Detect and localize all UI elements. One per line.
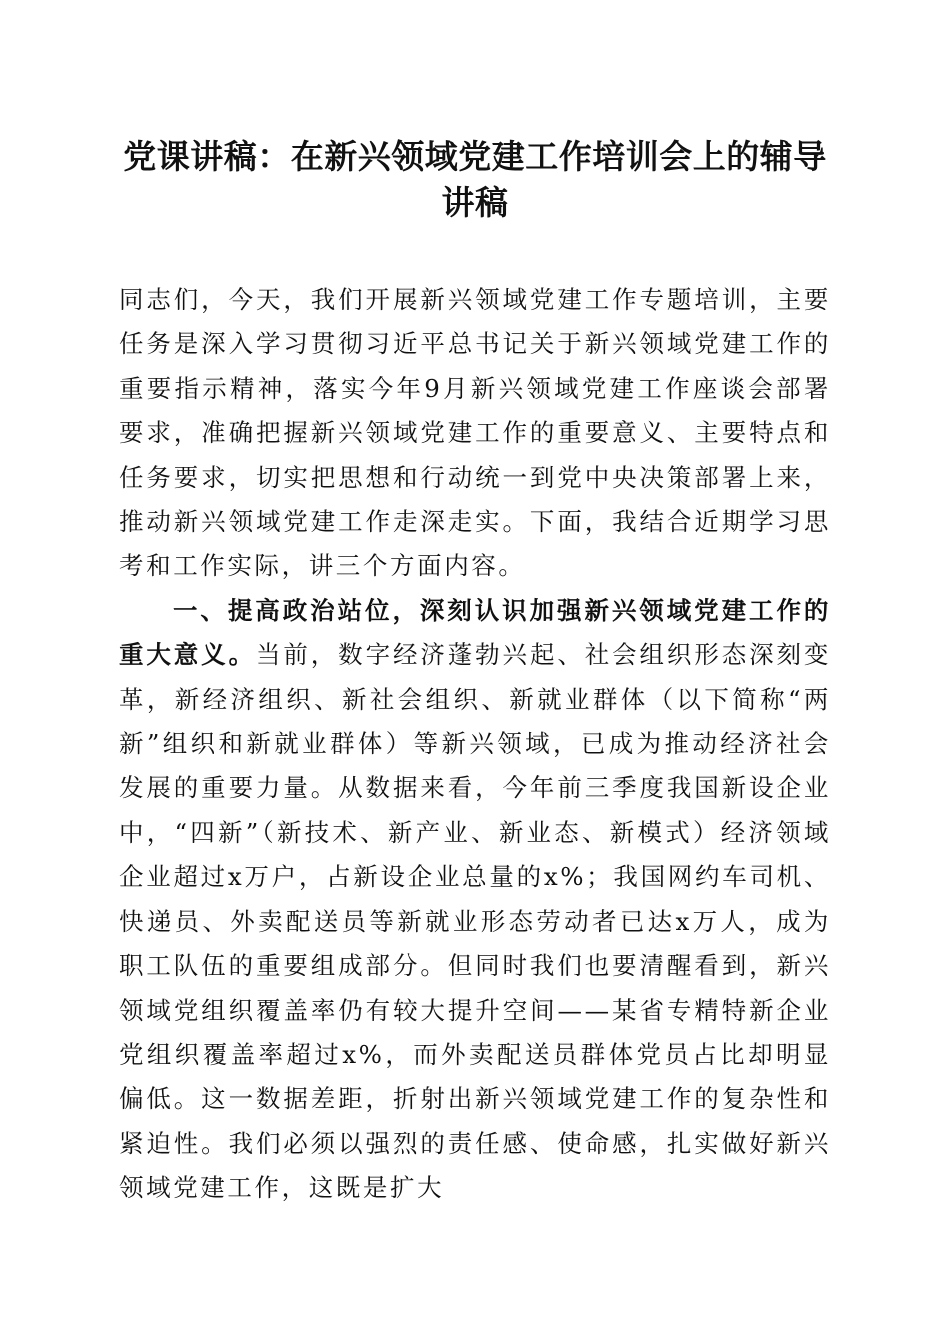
- paragraph-section-one: [119, 589, 831, 1211]
- section-one-heading: 一、提高政治站位，深刻认识加强新兴领域党建工作的重大意义。: [119, 595, 831, 670]
- document-body: [119, 278, 831, 1211]
- document-title: 党课讲稿：在新兴领域党建工作培训会上的辅导讲稿: [123, 137, 827, 222]
- section-one-text: 当前，数字经济蓬勃兴起、社会组织形态深刻变革，新经济组织、新社会组织、新就业群体（以下简称“两新”组织和新就业群体）等新兴领域，已成为推动经济社会发展的重要力量。从数据来看，今年前三季度我国新设企业中，“四新”（新技术、新产业、新业态、新模式）经济领域企业超过x万户，占新设企业总量的x%；我国网约车司机、快递员、外卖配送员等新就业形态劳动者已达x万人，成为职工队伍的重要组成部分。但同时我们也要清醒看到，新兴领域党组织覆盖率仍有较大提升空间——某省专精特新企业党组织覆盖率超过x%，而外卖配送员群体党员占比却明显偏低。这一数据差距，折射出新兴领域党建工作的复杂性和紧迫性。我们必须以强烈的责任感、使命感，扎实做好新兴领域党建工作，这既是扩大: [119, 640, 831, 1203]
- paragraph-intro: 同志们，今天，我们开展新兴领域党建工作专题培训，主要任务是深入学习贯彻习近平总书记关于新兴领域党建工作的重要指示精神，落实今年9月新兴领域党建工作座谈会部署要求，准确把握新兴领域党建工作的重要意义、主要特点和任务要求，切实把思想和行动统一到党中央决策部署上来，推动新兴领域党建工作走深走实。下面，我结合近期学习思考和工作实际，讲三个方面内容。: [119, 285, 831, 581]
